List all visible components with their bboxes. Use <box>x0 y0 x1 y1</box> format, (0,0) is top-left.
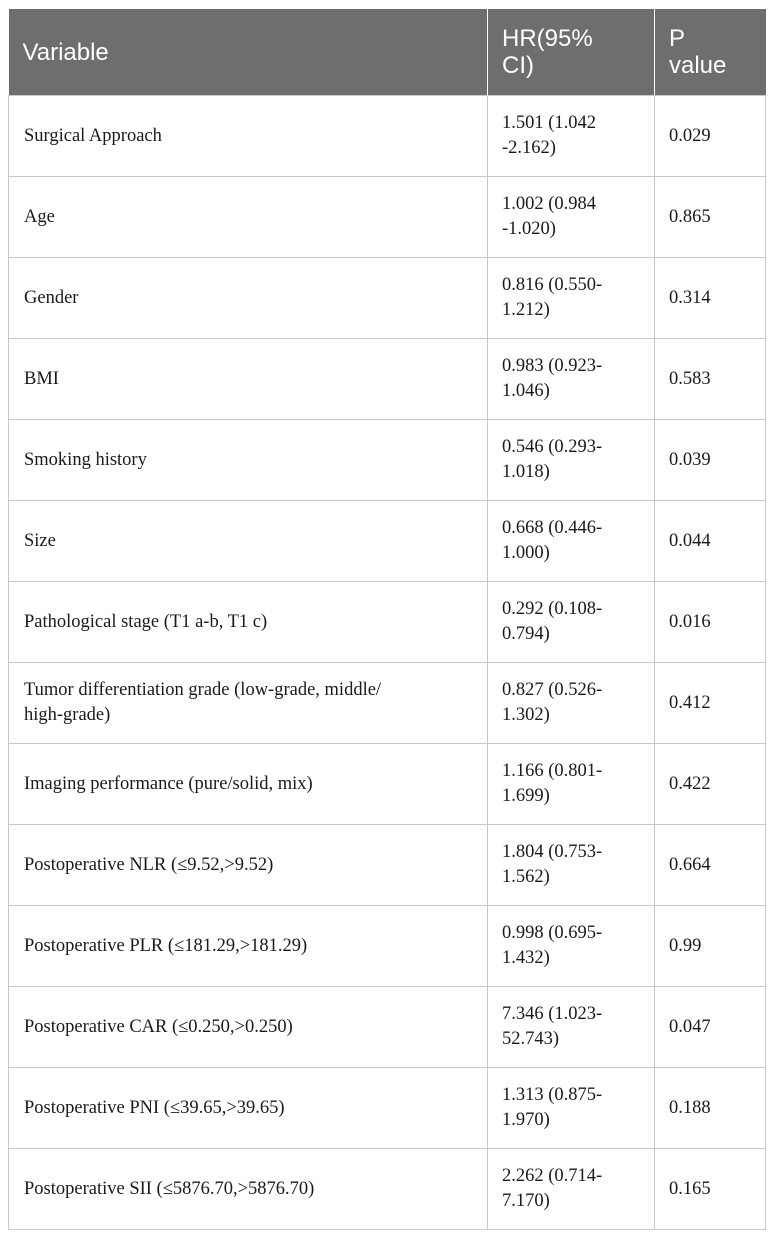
variable-cell <box>9 582 488 663</box>
header-p-value <box>655 9 766 96</box>
hr-ci-text: 1.000) <box>502 543 550 563</box>
variable-cell <box>9 663 488 744</box>
variable-text: Gender <box>24 287 79 308</box>
p-value-cell <box>655 663 766 744</box>
variable-text: Surgical Approach <box>24 125 162 146</box>
header-hr-line1: HR(95% <box>502 25 593 52</box>
hr-ci-text: 1.046) <box>502 381 550 401</box>
header-p-line2: value <box>669 52 727 79</box>
p-value-cell <box>655 339 766 420</box>
hr-ci-text: 1.970) <box>502 1110 550 1130</box>
header-hr-line2: CI) <box>502 52 534 79</box>
hr-ci-text: 1.804 (0.753- <box>502 842 603 862</box>
p-value-cell <box>655 825 766 906</box>
hr-ci-cell <box>488 501 655 582</box>
hr-ci-text: 52.743) <box>502 1029 560 1049</box>
hr-ci-text: 0.983 (0.923- <box>502 356 603 376</box>
hr-ci-text: 0.668 (0.446- <box>502 518 603 538</box>
hr-ci-text: 1.302) <box>502 705 550 725</box>
p-value-cell <box>655 582 766 663</box>
table-row <box>9 987 766 1068</box>
hr-ci-text: 1.699) <box>502 786 550 806</box>
variable-cell <box>9 177 488 258</box>
hr-ci-text: 1.166 (0.801- <box>502 761 603 781</box>
table-row <box>9 825 766 906</box>
p-value-text: 0.029 <box>669 125 711 146</box>
table-row <box>9 906 766 987</box>
table-row <box>9 258 766 339</box>
table-row <box>9 582 766 663</box>
variable-cell <box>9 1149 488 1230</box>
p-value-text: 0.314 <box>669 287 711 308</box>
header-variable-label: Variable <box>22 38 109 66</box>
table-row <box>9 744 766 825</box>
variable-text: Age <box>24 206 55 227</box>
p-value-text: 0.422 <box>669 773 711 794</box>
hr-ci-text: 1.501 (1.042 <box>502 113 597 133</box>
variable-text: high-grade) <box>24 705 111 725</box>
hr-ci-text: 7.170) <box>502 1191 550 1211</box>
variable-cell <box>9 339 488 420</box>
hr-ci-cell <box>488 1149 655 1230</box>
header-hr-ci <box>488 9 655 96</box>
hr-ci-text: -2.162) <box>502 138 556 158</box>
hr-ci-cell <box>488 258 655 339</box>
hr-ci-text: 1.212) <box>502 300 550 320</box>
hr-ci-text: 0.794) <box>502 624 550 644</box>
variable-text: BMI <box>24 368 59 389</box>
variable-cell <box>9 501 488 582</box>
hr-ci-cell <box>488 339 655 420</box>
variable-cell <box>9 987 488 1068</box>
table-row <box>9 96 766 177</box>
hr-ci-text: 0.546 (0.293- <box>502 437 603 457</box>
variable-cell <box>9 1068 488 1149</box>
p-value-text: 0.664 <box>669 854 711 875</box>
hr-ci-text: 0.816 (0.550- <box>502 275 603 295</box>
p-value-text: 0.165 <box>669 1178 711 1199</box>
hr-ci-cell <box>488 825 655 906</box>
p-value-text: 0.044 <box>669 530 711 551</box>
table-row <box>9 1068 766 1149</box>
variable-cell <box>9 825 488 906</box>
hr-ci-cell <box>488 987 655 1068</box>
variable-cell <box>9 744 488 825</box>
hr-ci-text: 1.562) <box>502 867 550 887</box>
results-table-container <box>8 9 765 1230</box>
hr-ci-cell <box>488 744 655 825</box>
variable-cell <box>9 258 488 339</box>
p-value-cell <box>655 744 766 825</box>
p-value-cell <box>655 1068 766 1149</box>
p-value-text: 0.99 <box>669 935 702 956</box>
hr-ci-text: 0.998 (0.695- <box>502 923 603 943</box>
p-value-text: 0.047 <box>669 1016 711 1037</box>
hr-ci-text: 0.827 (0.526- <box>502 680 603 700</box>
p-value-cell <box>655 1149 766 1230</box>
hr-ci-cell <box>488 177 655 258</box>
hr-ci-text: 2.262 (0.714- <box>502 1166 603 1186</box>
p-value-text: 0.188 <box>669 1097 711 1118</box>
header-variable <box>9 9 488 96</box>
hr-ci-cell <box>488 906 655 987</box>
variable-text: Postoperative NLR (≤9.52,>9.52) <box>24 854 274 875</box>
table-row <box>9 501 766 582</box>
hr-ci-cell <box>488 96 655 177</box>
table-row <box>9 1149 766 1230</box>
variable-text: Size <box>24 530 56 551</box>
p-value-text: 0.583 <box>669 368 711 389</box>
table-row <box>9 420 766 501</box>
p-value-text: 0.412 <box>669 692 711 713</box>
variable-cell <box>9 420 488 501</box>
variable-text: Pathological stage (T1 a-b, T1 c) <box>24 611 268 632</box>
hr-ci-cell <box>488 420 655 501</box>
hr-ci-cell <box>488 663 655 744</box>
p-value-cell <box>655 258 766 339</box>
variable-text: Postoperative PLR (≤181.29,>181.29) <box>24 935 308 956</box>
variable-text: Imaging performance (pure/solid, mix) <box>24 773 313 794</box>
p-value-text: 0.039 <box>669 449 711 470</box>
p-value-text: 0.016 <box>669 611 711 632</box>
hr-ci-text: 1.018) <box>502 462 550 482</box>
p-value-cell <box>655 906 766 987</box>
variable-text: Tumor differentiation grade (low-grade, middle/ <box>24 680 382 700</box>
header-p-line1: P <box>669 25 686 52</box>
p-value-text: 0.865 <box>669 206 711 227</box>
table-header <box>9 9 766 96</box>
variable-cell <box>9 96 488 177</box>
table-row <box>9 177 766 258</box>
header-row <box>9 9 766 96</box>
table-body <box>9 96 766 1230</box>
p-value-cell <box>655 177 766 258</box>
hr-ci-text: -1.020) <box>502 219 556 239</box>
p-value-cell <box>655 96 766 177</box>
hazard-ratio-table <box>8 9 766 1230</box>
hr-ci-text: 1.002 (0.984 <box>502 194 597 214</box>
hr-ci-text: 1.313 (0.875- <box>502 1085 603 1105</box>
variable-text: Postoperative SII (≤5876.70,>5876.70) <box>24 1178 315 1199</box>
variable-text: Postoperative CAR (≤0.250,>0.250) <box>24 1016 293 1037</box>
hr-ci-cell <box>488 582 655 663</box>
variable-text: Postoperative PNI (≤39.65,>39.65) <box>24 1097 285 1118</box>
p-value-cell <box>655 501 766 582</box>
variable-cell <box>9 906 488 987</box>
hr-ci-text: 7.346 (1.023- <box>502 1004 603 1024</box>
table-row <box>9 339 766 420</box>
variable-text: Smoking history <box>24 449 147 470</box>
hr-ci-text: 0.292 (0.108- <box>502 599 603 619</box>
p-value-cell <box>655 420 766 501</box>
hr-ci-text: 1.432) <box>502 948 550 968</box>
p-value-cell <box>655 987 766 1068</box>
table-row <box>9 663 766 744</box>
hr-ci-cell <box>488 1068 655 1149</box>
